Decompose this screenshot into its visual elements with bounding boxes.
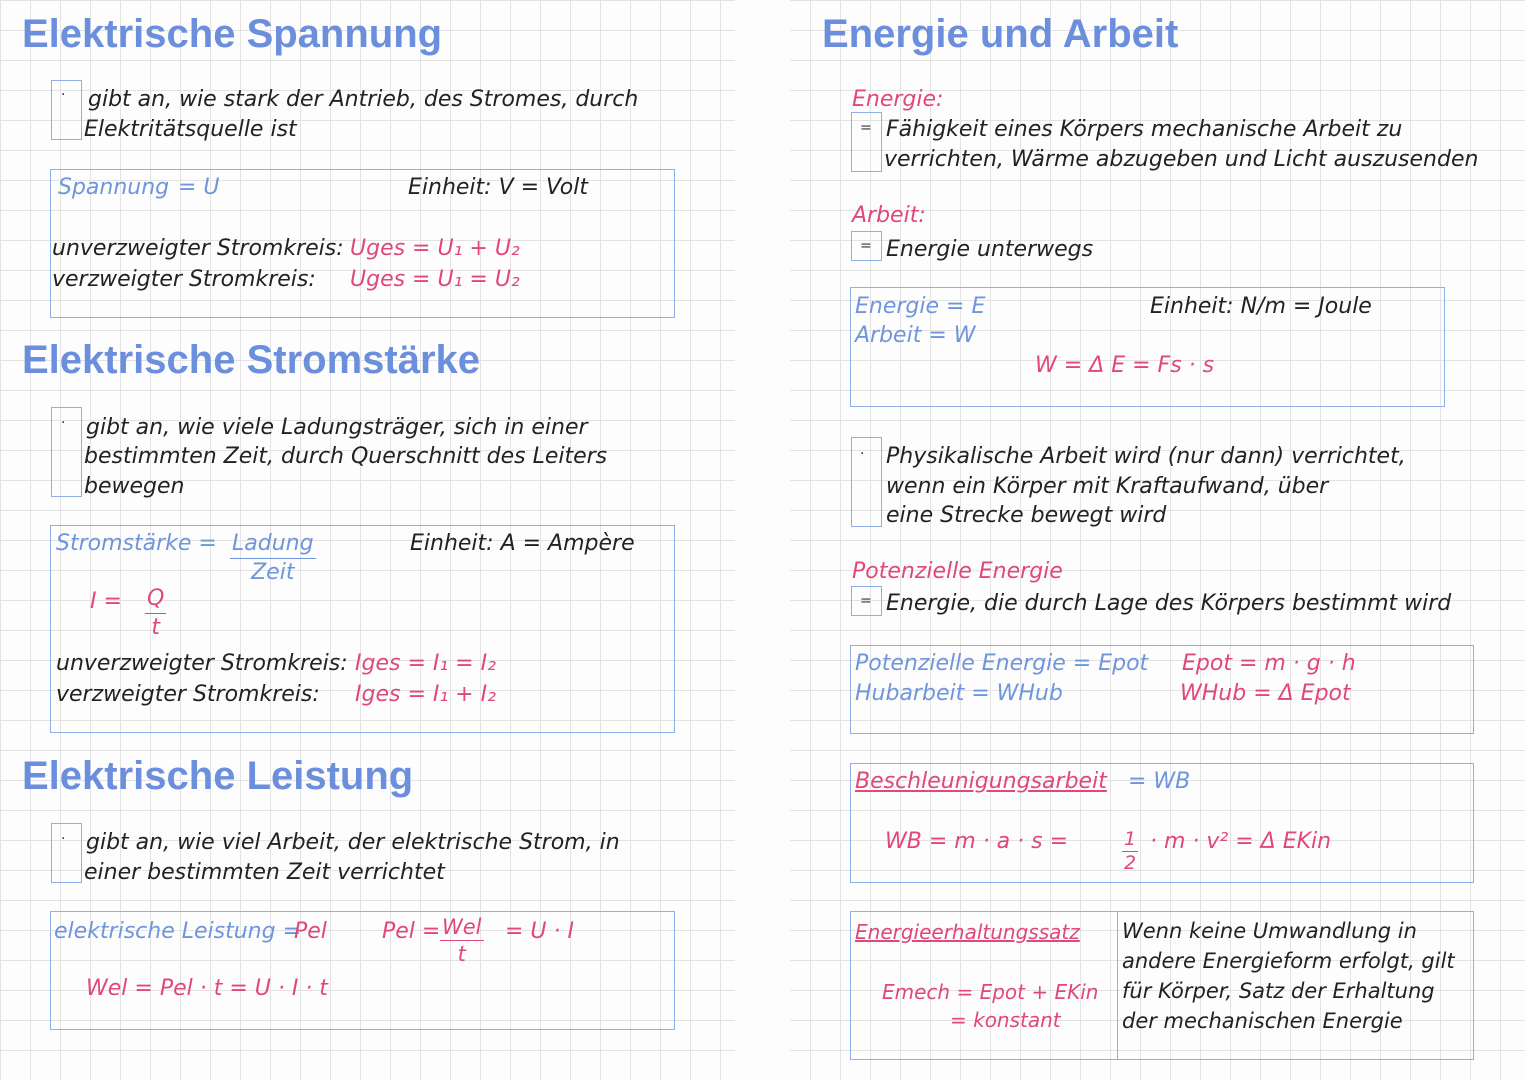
leistung-p-el: Pel <box>294 919 327 944</box>
bullet-dot-spannung: · <box>61 87 66 103</box>
strom-desc-3: bewegen <box>84 474 185 499</box>
leistung-desc-2: einer bestimmten Zeit verrichtet <box>84 860 445 885</box>
arbeit-label: Arbeit: <box>852 203 926 228</box>
pot-box-r1: Epot = m · g · h <box>1182 651 1356 676</box>
bullet-eq-pot: = <box>860 593 872 609</box>
box-energie-einheit: Einheit: N/m = Joule <box>1150 294 1372 319</box>
strom-unv-label: unverzweigter Stromkreis: <box>56 651 348 676</box>
bullet-box-spannung <box>51 80 82 140</box>
spannung-unv-label: unverzweigter Stromkreis: <box>52 236 344 261</box>
phys-desc-1: Physikalische Arbeit wird (nur dann) verrichtet, <box>886 444 1406 469</box>
bullet-eq-arbeit: = <box>860 238 872 254</box>
besch-formula-right: · m · v² = Δ EKin <box>1150 829 1332 854</box>
pot-label: Potenzielle Energie <box>852 559 1063 584</box>
bullet-dot-strom: · <box>61 415 66 431</box>
erhaltung-formula-1: Emech = Epot + EKin <box>882 980 1099 1004</box>
strom-fraction <box>230 530 316 587</box>
energie-def-1: Fähigkeit eines Körpers mechanische Arbeit zu <box>886 117 1403 142</box>
besch-label: Beschleunigungsarbeit <box>855 769 1107 794</box>
box-energie-e: Energie = E <box>855 294 986 319</box>
erhaltung-label: Energieerhaltungssatz <box>855 920 1080 944</box>
erhaltung-formula-2: = konstant <box>950 1008 1061 1032</box>
strom-desc-1: gibt an, wie viele Ladungsträger, sich in einer <box>86 415 588 440</box>
leistung-desc-1: gibt an, wie viel Arbeit, der elektrische Strom, in <box>86 830 620 855</box>
spannung-einheit: Einheit: V = Volt <box>408 175 589 200</box>
strom-ver-label: verzweigter Stromkreis: <box>56 682 320 707</box>
bullet-box-phys <box>851 437 882 527</box>
strom-frac-num: Ladung <box>230 530 316 559</box>
strom-einheit: Einheit: A = Ampère <box>410 531 635 556</box>
heading-stromstaerke: Elektrische Stromstärke <box>22 338 481 382</box>
energie-label: Energie: <box>852 87 944 112</box>
box-energie-formula: W = Δ E = Fs · s <box>1035 353 1215 378</box>
bullet-dot-phys: · <box>860 446 865 462</box>
strom-name: Stromstärke = <box>56 531 217 556</box>
leistung-p-tail: = U · I <box>505 919 574 944</box>
spannung-desc-2: Elektritätsquelle ist <box>84 117 297 142</box>
strom-unv-formula: Iges = I₁ = I₂ <box>355 651 496 676</box>
pot-box-r2: WHub = Δ Epot <box>1180 681 1351 706</box>
strom-i-num: Q <box>145 585 166 614</box>
arbeit-def: Energie unterwegs <box>886 237 1094 262</box>
box-arbeit-w: Arbeit = W <box>855 323 976 348</box>
besch-frac-den: 2 <box>1124 852 1137 874</box>
energie-def-2: verrichten, Wärme abzugeben und Licht auszusenden <box>884 147 1479 172</box>
pot-box-l1: Potenzielle Energie = Epot <box>855 651 1149 676</box>
leistung-frac-den: t <box>457 942 466 966</box>
besch-fraction <box>1122 828 1138 875</box>
spannung-ver-label: verzweigter Stromkreis: <box>52 267 316 292</box>
page-gutter <box>735 0 790 1080</box>
besch-frac-num: 1 <box>1124 828 1137 850</box>
heading-energie-arbeit: Energie und Arbeit <box>822 12 1179 56</box>
strom-ver-formula: Iges = I₁ + I₂ <box>355 682 496 707</box>
bullet-eq-energie: = <box>860 120 872 136</box>
besch-formula-left: WB = m · a · s = <box>885 829 1069 854</box>
leistung-fraction <box>440 914 484 967</box>
erhaltung-text: Wenn keine Umwandlung in andere Energieform erfolgt, gilt für Körper, Satz der Erhaltung der mechanischen Energie <box>1122 919 1455 1033</box>
erhaltung-divider <box>1117 911 1118 1060</box>
leistung-name: elektrische Leistung = <box>54 919 302 944</box>
leistung-p-eq: Pel = <box>382 919 441 944</box>
leistung-w-formula: Wel = Pel · t = U · I · t <box>86 976 328 1001</box>
pot-def: Energie, die durch Lage des Körpers bestimmt wird <box>886 591 1452 616</box>
phys-desc-3: eine Strecke bewegt wird <box>886 503 1167 528</box>
strom-i-eq: I = <box>90 589 122 614</box>
bullet-box-leistung <box>51 823 82 883</box>
heading-leistung: Elektrische Leistung <box>22 754 414 798</box>
spannung-desc-1: gibt an, wie stark der Antrieb, des Stromes, durch <box>88 87 639 112</box>
spannung-symbol: = U <box>178 175 220 200</box>
spannung-unv-formula: Uges = U₁ + U₂ <box>350 236 520 261</box>
besch-eq: = WB <box>1128 769 1191 794</box>
strom-frac-den: Zeit <box>251 560 295 585</box>
pot-box-l2: Hubarbeit = WHub <box>855 681 1063 706</box>
strom-i-fraction <box>145 585 166 642</box>
bullet-dot-leistung: · <box>61 831 66 847</box>
phys-desc-2: wenn ein Körper mit Kraftaufwand, über <box>886 474 1329 499</box>
spannung-ver-formula: Uges = U₁ = U₂ <box>350 267 520 292</box>
strom-i-den: t <box>151 615 160 640</box>
leistung-frac-num: Wel <box>442 915 482 939</box>
strom-desc-2: bestimmten Zeit, durch Querschnitt des Leiters <box>84 444 608 469</box>
heading-spannung: Elektrische Spannung <box>22 12 443 56</box>
spannung-name: Spannung <box>58 175 170 200</box>
bullet-box-strom <box>51 407 82 497</box>
